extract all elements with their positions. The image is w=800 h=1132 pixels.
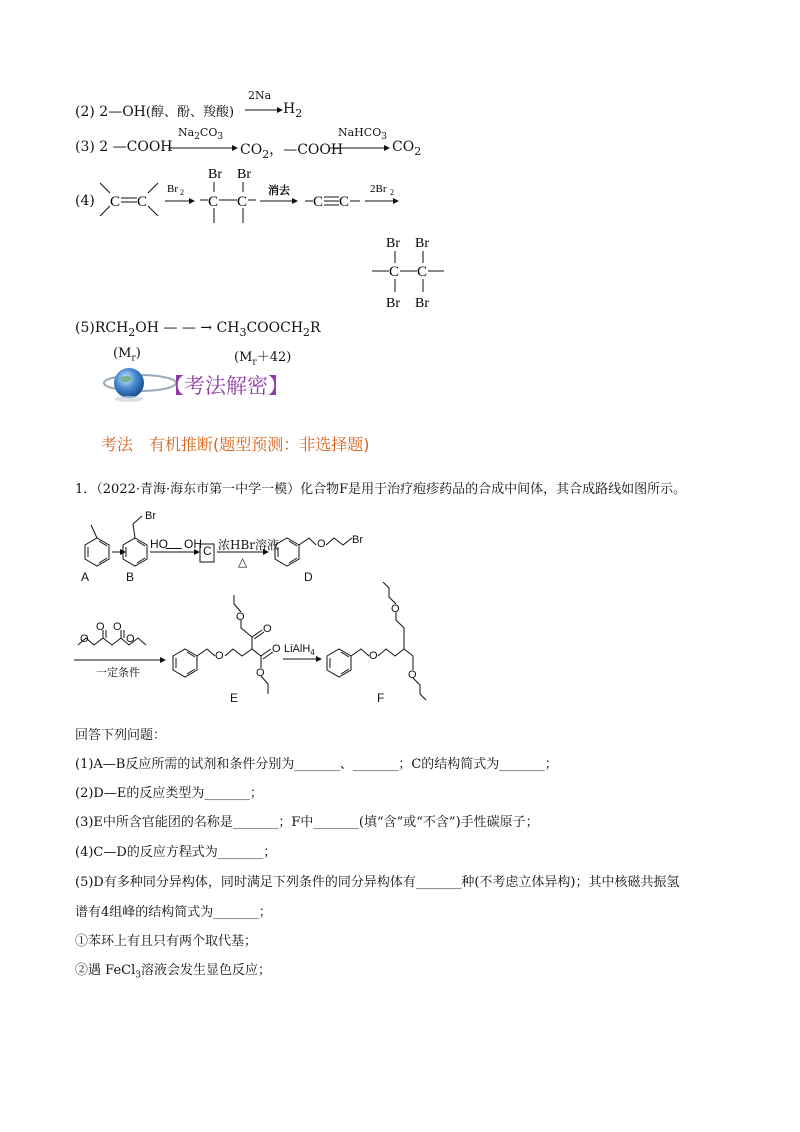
reagent-lialh4 <box>284 643 315 657</box>
label-d: D <box>304 570 313 584</box>
rule-3-reagent1-sub3: 3 <box>217 132 224 143</box>
rule-4-label: (4) <box>75 193 95 209</box>
rule-2-reagent: 2Na <box>248 89 272 102</box>
rule-2-paren: (醇、酚、羧酸) <box>145 105 235 120</box>
malonate-o2: O <box>113 621 122 633</box>
reagent-lialh4-sub: 4 <box>310 648 315 658</box>
condition-1: ①苯环上有且只有两个取代基； <box>75 934 258 949</box>
rule-3-prefix: (3) 2 —COOH <box>75 139 173 155</box>
compound-d-o: O <box>317 538 326 550</box>
svg-text:C: C <box>339 194 350 210</box>
rule-5-m1-b: ) <box>135 346 141 361</box>
condition-2 <box>75 959 271 981</box>
question-3: (3)E中所含官能团的名称是_______；F中_______(填“含”或“不含”)手性碳原子； <box>75 815 539 830</box>
arrow-br2: Br <box>167 183 178 195</box>
svg-text:C: C <box>237 194 248 210</box>
condition-text: 一定条件 <box>96 666 140 679</box>
rule-5-t1: (5)RCH <box>75 320 129 336</box>
svg-text:Br: Br <box>208 167 222 182</box>
compound-f-o3: O <box>408 669 417 681</box>
rule-4-elim: 消去 <box>268 184 290 197</box>
rule-3-reagent2-sub: 3 <box>381 132 387 143</box>
rule-2-product-h: H <box>283 101 296 117</box>
reagent-lialh4-text: LiAlH <box>284 643 311 655</box>
reagent-hbr: 浓HBr溶液 <box>218 538 280 552</box>
rule-5-m2-a: (M <box>234 350 253 365</box>
compound-e-o2: O <box>236 611 245 623</box>
svg-text:Br: Br <box>386 236 400 251</box>
rule-3-reagent1-sub2: 2 <box>194 132 200 143</box>
svg-text:Br: Br <box>415 236 429 251</box>
rule-5-s2: 3 <box>239 325 247 339</box>
question-intro: 1．（2022·青海·海东市第一中学一模）化合物F是用于治疗疱疹药品的合成中间体，其合成路线如图所示。 <box>75 482 687 497</box>
compound-f-o1: O <box>369 650 378 662</box>
malonate-o4: O <box>126 633 135 645</box>
compound-e-o3: O <box>263 623 272 635</box>
svg-text:Br: Br <box>237 167 251 182</box>
box-c: C <box>203 544 212 558</box>
svg-text:Br: Br <box>415 296 429 311</box>
svg-text:C: C <box>417 264 428 280</box>
alkene-c2: C <box>137 194 148 210</box>
svg-text:2Br: 2Br <box>370 183 387 195</box>
svg-text:C: C <box>313 194 324 210</box>
compound-e <box>173 595 273 694</box>
rule-3-reagent1-co: CO <box>199 126 218 139</box>
compound-e-o4: O <box>272 643 281 655</box>
rule-5-m2-sub: r <box>252 357 257 368</box>
rule-3-product1-sub: 2 <box>262 147 270 161</box>
question-4: (4)C—D的反应方程式为_______； <box>75 845 277 860</box>
label-b: B <box>126 570 135 584</box>
rule-5-s1: 2 <box>128 325 136 339</box>
compound-e-o1: O <box>215 650 224 662</box>
rule-5-m1-sub: r <box>131 353 136 364</box>
rule-5-t3: COOCH <box>246 320 304 336</box>
rule-5-t2: OH — — → CH <box>135 320 240 336</box>
rule-5-m1-a: (M <box>113 346 132 361</box>
rule-3-mid: ，—COOH <box>269 142 344 158</box>
svg-text:C: C <box>208 194 219 210</box>
rule-3-reagent1-na: Na <box>178 126 195 139</box>
label-e: E <box>230 691 239 705</box>
question-5a: (5)D有多种同分异构体，同时满足下列条件的同分异构体有_______种(不考虑立体异构)；其中核磁共振氢 <box>75 875 680 890</box>
alkene-c1: C <box>110 194 121 210</box>
rule-2-prefix: (2) 2—OH <box>75 104 146 120</box>
svg-text:2: 2 <box>390 188 394 197</box>
condition-2-a: ②遇 FeCl <box>75 963 136 978</box>
label-a: A <box>81 570 90 584</box>
delta-symbol: △ <box>238 555 248 569</box>
svg-text:Br: Br <box>386 296 400 311</box>
malonate-o1: O <box>96 621 105 633</box>
rule-5-t4: R <box>310 320 321 336</box>
reagent-oh: OH <box>184 537 202 551</box>
compound-e-o5: O <box>256 667 265 679</box>
malonate-o3: O <box>80 633 89 645</box>
section-heading: 考法 有机推断(题型预测：非选择题) <box>101 435 370 454</box>
compound-d-br: Br <box>352 534 363 546</box>
rule-3-product2-sub: 2 <box>414 144 422 158</box>
question-1: (1)A—B反应所需的试剂和条件分别为_______、_______；C的结构简式为_______； <box>75 757 558 772</box>
banner-title: 【考法解密】 <box>163 374 289 398</box>
svg-text:C: C <box>389 264 400 280</box>
rule-3-product2-co: CO <box>392 139 415 155</box>
svg-text:2: 2 <box>180 188 184 197</box>
rule-3-product1-co: CO <box>240 142 263 158</box>
condition-2-b: 溶液会发生显色反应； <box>140 963 271 978</box>
question-5b: 谱有4组峰的结构简式为_______； <box>75 905 272 920</box>
condition-2-sub: 3 <box>135 970 141 981</box>
question-2: (2)D—E的反应类型为_______； <box>75 786 263 801</box>
rule-2-product-sub: 2 <box>295 106 303 120</box>
label-f: F <box>377 691 385 705</box>
answer-prompt: 回答下列问题： <box>75 728 167 743</box>
compound-b-br: Br <box>145 510 156 522</box>
rule-5-m2-b: ＋42) <box>256 350 292 365</box>
rule-3-reagent2-text: NaHCO <box>338 126 382 139</box>
compound-f <box>327 582 426 700</box>
rule-5-s3: 2 <box>303 325 311 339</box>
reagent-ho: HO <box>150 537 168 551</box>
compound-f-o2: O <box>391 603 400 615</box>
